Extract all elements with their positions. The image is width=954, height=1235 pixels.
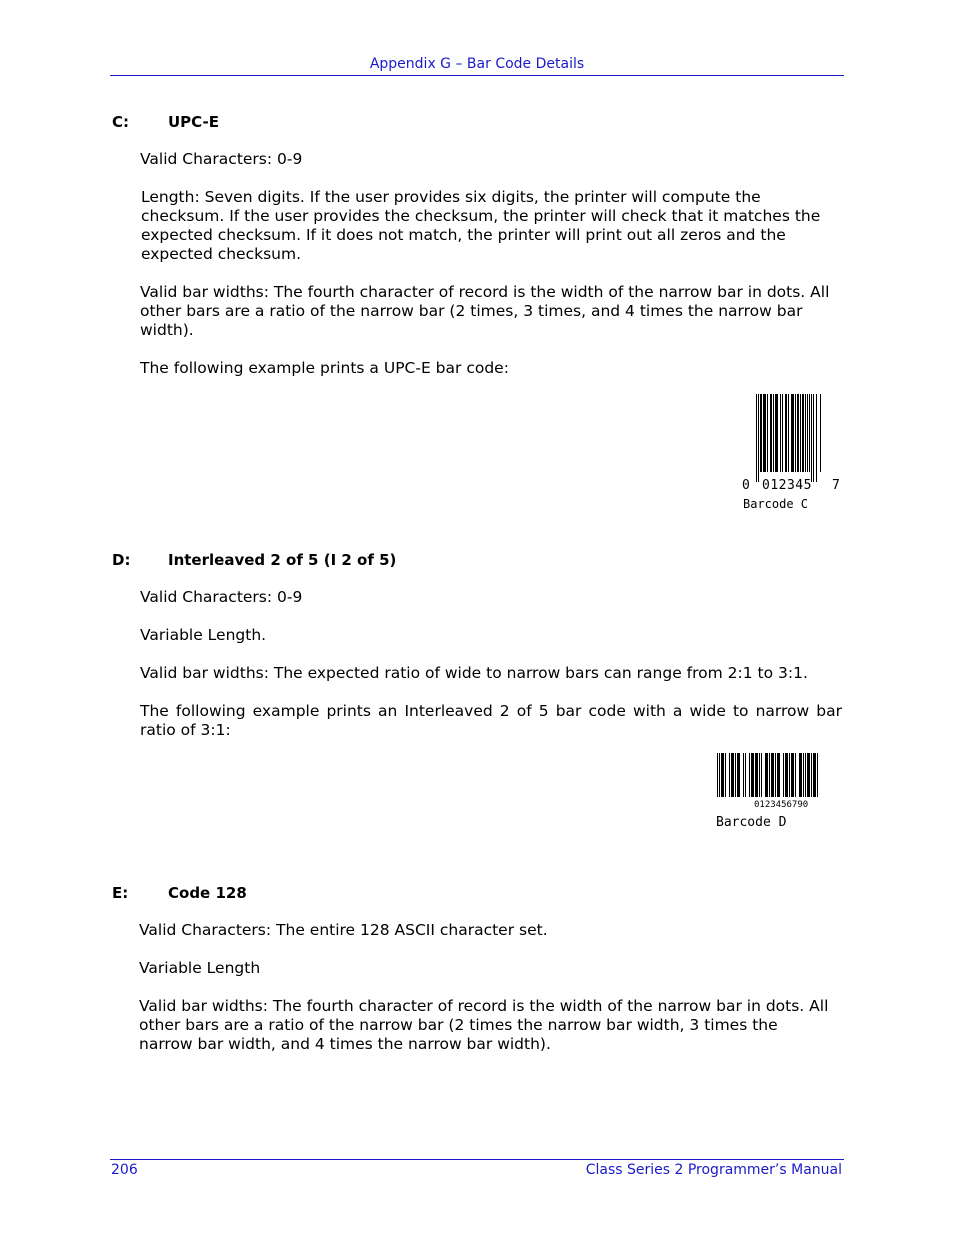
section-c-heading [112,113,219,131]
barcode-bar [735,753,736,797]
barcode-bar [758,394,759,482]
barcode-bar [719,753,720,797]
upc-e-barcode-bars [740,392,850,484]
barcode-bar [797,394,799,472]
barcode-bar [749,753,750,797]
upc-e-barcode [740,392,850,512]
barcode-bar [791,753,794,797]
barcode-bar [783,753,784,797]
barcode-bar [775,394,778,472]
section-d-valid-characters: Valid Characters: 0-9 [140,588,303,606]
barcode-bar [805,753,806,797]
barcode-bar [813,394,814,482]
barcode-bar [731,753,734,797]
footer-page-number: 206 [111,1162,138,1178]
barcode-bar [780,394,781,472]
barcode-bar [759,753,760,797]
section-d-bar-widths: Valid bar widths: The expected ratio of wide to narrow bars can range from 2:1 to 3:1. [140,664,808,682]
barcode-bar [765,753,768,797]
barcode-bar [775,753,776,797]
section-e-letter: E: [112,884,129,902]
section-e-bar-widths: Valid bar widths: The fourth character of record is the width of the narrow bar in dots. All other bars are a ratio of the narrow bar (2 times the narrow bar width, 3 times the narrow bar width, and 4 times the narrow bar width). [139,997,829,1053]
barcode-bar [751,753,754,797]
barcode-bar [725,753,726,797]
i2of5-barcode-bars [716,751,844,799]
barcode-bar [811,394,812,482]
barcode-bar [743,753,744,797]
section-e-length: Variable Length [139,959,261,977]
i2of5-digits: 0123456790 [754,800,809,810]
section-c-valid-characters: Valid Characters: 0-9 [140,150,303,168]
barcode-bar [717,753,718,797]
barcode-bar [817,753,818,797]
section-c-bar-widths: Valid bar widths: The fourth character of record is the width of the narrow bar in dots. All other bars are a ratio of the narrow bar (2 times, 3 times, and 4 times the narrow bar width). [140,283,830,339]
barcode-bar [756,394,757,482]
barcode-bar [767,394,768,472]
barcode-bar [770,394,772,472]
barcode-bar [813,753,816,797]
section-d-heading [112,551,396,569]
barcode-bar [795,753,796,797]
barcode-bar [807,753,810,797]
barcode-bar [785,753,788,797]
barcode-bar [761,753,762,797]
barcode-bar [791,394,794,472]
barcode-bar [760,394,762,472]
barcode-bar [745,753,746,797]
upc-e-right-digit: 7 [832,478,840,493]
section-d-letter: D: [112,551,131,569]
footer-manual-title: Class Series 2 Programmer’s Manual [585,1162,842,1178]
barcode-bar [805,394,806,472]
barcode-bar [782,394,783,472]
barcode-bar [807,394,808,472]
barcode-bar [809,394,810,472]
section-e-title: Code 128 [168,884,247,902]
i2of5-barcode [716,751,844,813]
barcode-bar [755,753,758,797]
section-e-valid-characters: Valid Characters: The entire 128 ASCII character set. [139,921,548,939]
barcode-d-caption: Barcode D [716,815,787,830]
barcode-bar [763,394,766,472]
barcode-bar [789,753,790,797]
barcode-bar [799,753,802,797]
barcode-bar [737,753,740,797]
barcode-bar [811,753,812,797]
barcode-bar [800,394,801,472]
barcode-bar [721,753,724,797]
barcode-bar [777,753,780,797]
section-c-example-intro: The following example prints a UPC-E bar code: [140,359,509,377]
section-c-letter: C: [112,113,130,131]
section-d-length: Variable Length. [140,626,267,644]
upc-e-middle-digits: 012345 [762,478,812,493]
footer-rule [110,1159,844,1160]
barcode-bar [773,394,774,472]
barcode-bar [788,394,789,472]
barcode-bar [771,753,774,797]
section-e-heading [112,884,247,902]
barcode-bar [729,753,730,797]
barcode-bar [769,753,770,797]
header-rule [110,75,844,76]
barcode-bar [785,394,787,472]
section-c-title: UPC-E [168,113,219,131]
upc-e-left-digit: 0 [742,478,750,493]
barcode-bar [795,394,796,472]
barcode-c-caption: Barcode C [743,497,809,511]
barcode-bar [803,753,804,797]
section-d-example-intro: The following example prints an Interleaved 2 of 5 bar code with a wide to narrow bar ratio of 3:1: [140,702,842,739]
section-c-length: Length: Seven digits. If the user provides six digits, the printer will compute the checksum. If the user provides the checksum, the printer will check that it matches the expected checksum. If it does not match, the printer will print out all zeros and the expected checksum. [141,188,821,263]
barcode-bar [816,394,817,482]
page-header-title: Appendix G – Bar Code Details [369,56,585,72]
barcode-bar [802,394,804,472]
barcode-bar [820,394,821,472]
section-d-title: Interleaved 2 of 5 (I 2 of 5) [168,551,397,569]
